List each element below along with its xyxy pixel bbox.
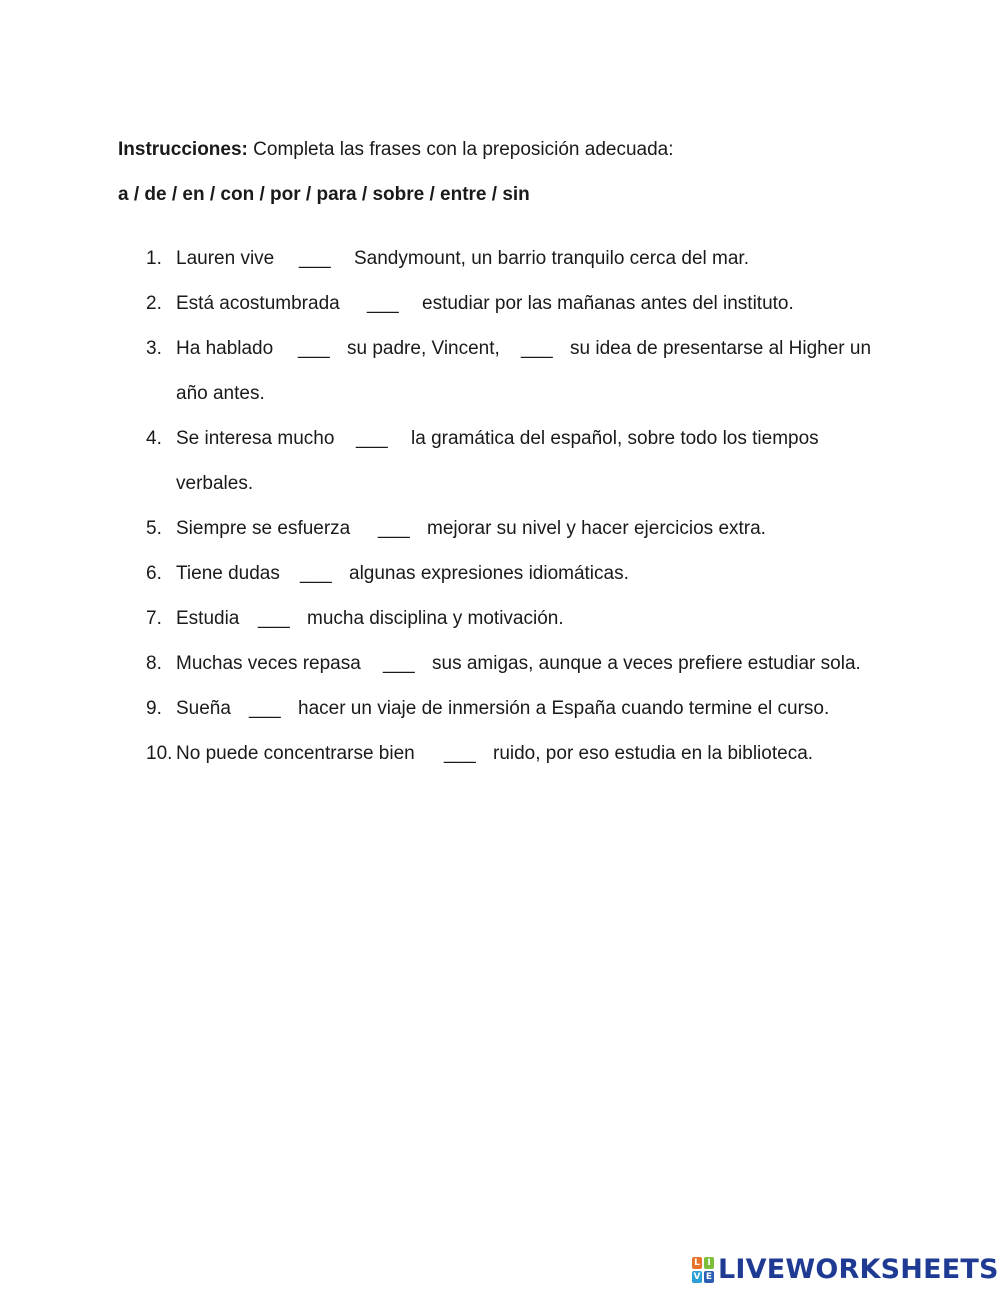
item-number: 5. [146, 518, 162, 539]
item-text-continuation: año antes. [176, 383, 265, 404]
instructions-label: Instrucciones: [118, 139, 248, 160]
item-text-after: Sandymount, un barrio tranquilo cerca del mar. [354, 248, 749, 269]
answer-blank[interactable]: ___ [356, 428, 388, 449]
liveworksheets-logo [692, 1254, 999, 1286]
item-text-after: la gramática del español, sobre todo los tiempos [411, 428, 819, 449]
answer-blank[interactable]: ___ [367, 293, 399, 314]
item-text-before: No puede concentrarse bien [176, 743, 415, 764]
answer-blank[interactable]: ___ [521, 338, 553, 359]
item-text-continuation: verbales. [176, 473, 254, 494]
item-number: 2. [146, 293, 162, 314]
logo-mark-icon [692, 1257, 714, 1283]
item-text-before: Ha hablado [176, 338, 274, 359]
logo-mark-letter: V [693, 1272, 701, 1282]
instructions [118, 138, 674, 162]
item-text-before: Siempre se esfuerza [176, 518, 351, 539]
item-number: 4. [146, 428, 162, 449]
item-text-after: sus amigas, aunque a veces prefiere estudiar sola. [432, 653, 861, 674]
answer-blank[interactable]: ___ [444, 743, 476, 764]
item-number: 3. [146, 338, 162, 359]
item-text-after: mejorar su nivel y hacer ejercicios extra. [427, 518, 766, 539]
logo-mark-letter: I [704, 1257, 714, 1269]
preposition-options: a / de / en / con / por / para / sobre / entre / sin [118, 184, 530, 205]
answer-blank[interactable]: ___ [378, 518, 410, 539]
item-text-after: algunas expresiones idiomáticas. [349, 563, 629, 584]
item-text-middle: su padre, Vincent, [347, 338, 500, 359]
answer-blank[interactable]: ___ [300, 563, 332, 584]
item-text-after: estudiar por las mañanas antes del instituto. [422, 293, 794, 314]
item-text-before: Muchas veces repasa [176, 653, 361, 674]
item-number: 7. [146, 608, 162, 629]
item-text-before: Tiene dudas [176, 563, 280, 584]
answer-blank[interactable]: ___ [298, 338, 330, 359]
item-number: 9. [146, 698, 162, 719]
instructions-text: Completa las frases con la preposición adecuada: [247, 139, 674, 160]
item-text-before: Lauren vive [176, 248, 275, 269]
answer-blank[interactable]: ___ [299, 248, 331, 269]
logo-mark-letter: L [692, 1257, 702, 1269]
item-number: 6. [146, 563, 162, 584]
item-text-after: hacer un viaje de inmersión a España cuando termine el curso. [298, 698, 830, 719]
item-text-after: ruido, por eso estudia en la biblioteca. [493, 743, 814, 764]
logo-text: LIVEWORKSHEETS [718, 1254, 999, 1285]
item-text-before: Se interesa mucho [176, 428, 335, 449]
answer-blank[interactable]: ___ [258, 608, 290, 629]
item-text-after: mucha disciplina y motivación. [307, 608, 564, 629]
answer-blank[interactable]: ___ [249, 698, 281, 719]
item-text-before: Estudia [176, 608, 240, 629]
item-text-before: Sueña [176, 698, 231, 719]
item-text-after: su idea de presentarse al Higher un [570, 338, 872, 359]
item-number: 10. [146, 743, 173, 764]
answer-blank[interactable]: ___ [383, 653, 415, 674]
item-number: 8. [146, 653, 162, 674]
item-number: 1. [146, 248, 162, 269]
item-text-before: Está acostumbrada [176, 293, 340, 314]
logo-mark-letter: E [705, 1272, 713, 1282]
